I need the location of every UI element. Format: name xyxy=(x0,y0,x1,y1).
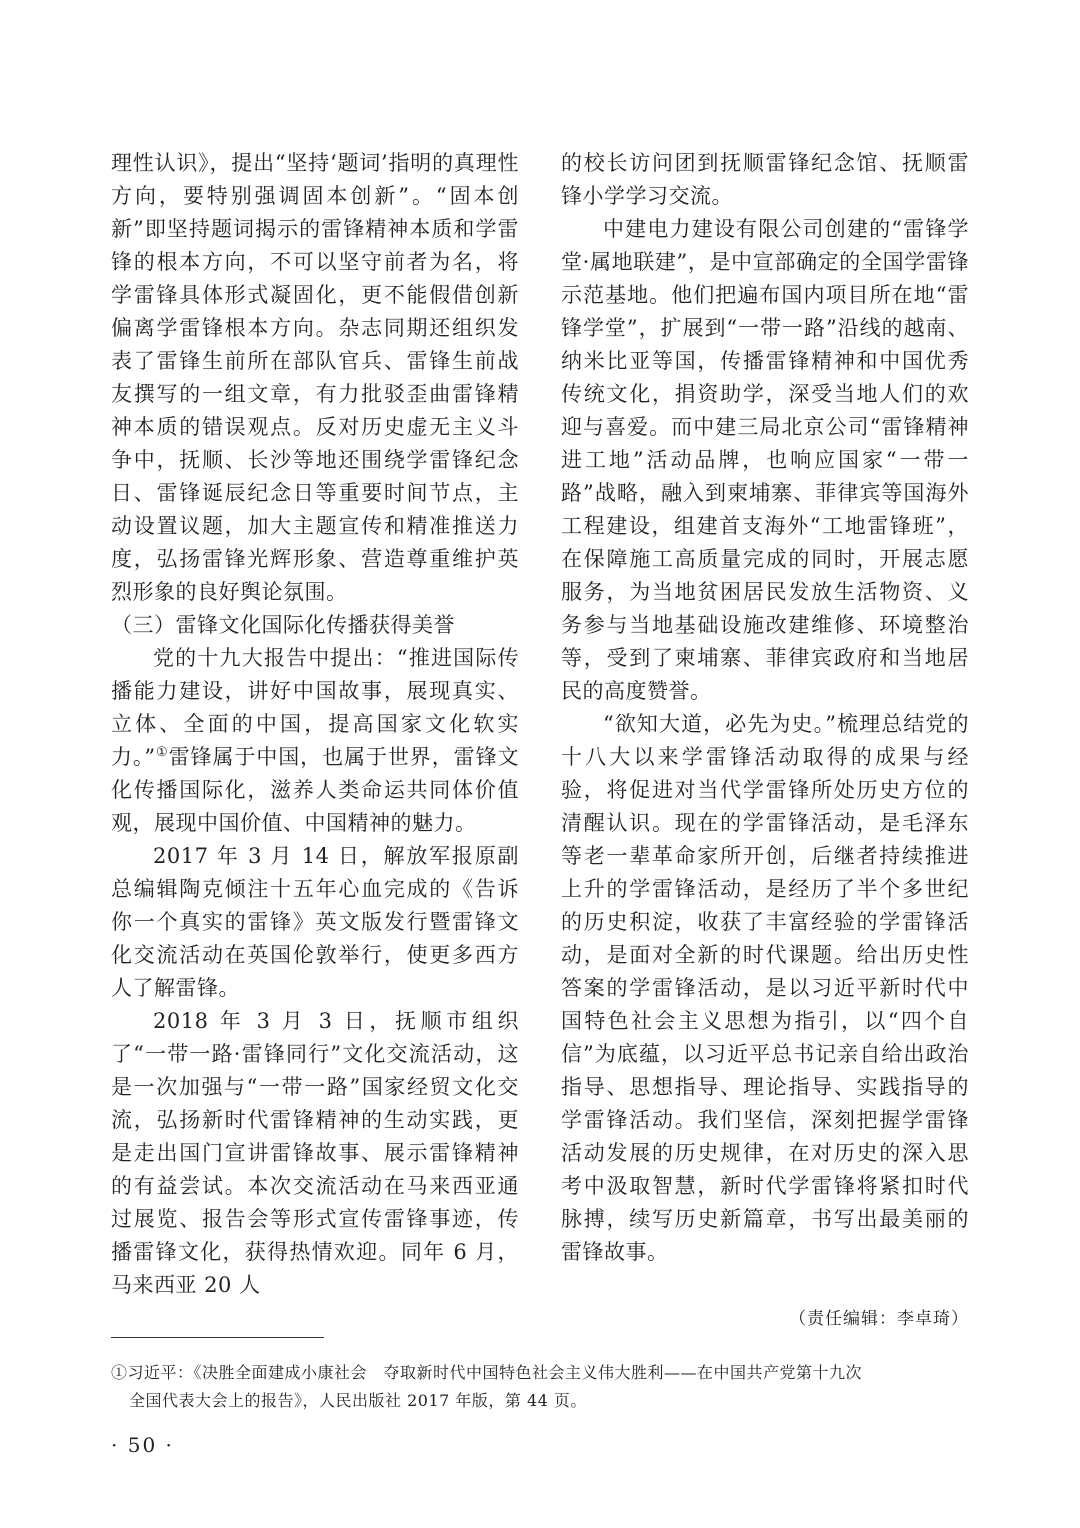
footnote-line: ①习近平：《决胜全面建成小康社会 夺取新时代中国特色社会主义伟大胜利——在中国共产党第十九次 xyxy=(111,1363,863,1382)
footnote xyxy=(111,1359,971,1415)
paragraph-text: 雷锋属于中国，也属于世界，雷锋文化传播国际化，滋养人类命运共同体价值观，展现中国价值、中国精神的魅力。 xyxy=(111,745,519,835)
footnote-line: 全国代表大会上的报告》，人民出版社 2017 年版，第 44 页。 xyxy=(129,1391,587,1410)
paragraph: “欲知大道，必先为史。”梳理总结党的十八大以来学雷锋活动取得的成果与经验，将促进对当代学雷锋所处历史方位的清醒认识。现在的学雷锋活动，是毛泽东等老一辈革命家所开创，后继者持续推进上升的学雷锋活动，是经历了半个多世纪的历史积淀，收获了丰富经验的学雷锋活动，是面对全新的时代课题。给出历史性答案的学雷锋活动，是以习近平新时代中国特色社会主义思想为指引，以“四个自信”为底蕴，以习近平总书记亲自给出政治指导、思想指导、理论指导、实践指导的学雷锋活动。我们坚信，深刻把握学雷锋活动发展的历史规律，在对历史的深入思考中汲取智慧，新时代学雷锋将紧扣时代脉搏，续写历史新篇章，书写出最美丽的雷锋故事。 xyxy=(561,712,969,1264)
paragraph: 2018 年 3 月 3 日，抚顺市组织了“一带一路·雷锋同行”文化交流活动，这是一次加强与“一带一路”国家经贸文化交流，弘扬新时代雷锋精神的生动实践，更是走出国门宣讲雷锋故事、展示雷锋精神的有益尝试。本次交流活动在马来西亚通过展览、报告会等形式宣传雷锋事迹，传播雷锋文化，获得热情欢迎。同年 6 月，马来西亚 20 人 xyxy=(111,1009,519,1297)
footnote-marker[interactable]: ① xyxy=(155,745,169,760)
paragraph: 的校长访问团到抚顺雷锋纪念馆、抚顺雷锋小学学习交流。 xyxy=(561,151,969,208)
paragraph: 2017 年 3 月 14 日，解放军报原副总编辑陶克倾注十五年心血完成的《告诉你一个真实的雷锋》英文版发行暨雷锋文化交流活动在英国伦敦举行，使更多西方人了解雷锋。 xyxy=(111,844,519,1000)
paragraph-text: 党的十九大报告中提出：“推进国际传播能力建设，讲好中国故事，展现真实、立体、全面的中国，提高国家文化软实力。” xyxy=(111,646,519,769)
section-heading: （三）雷锋文化国际化传播获得美誉 xyxy=(111,613,455,637)
page-number: · 50 · xyxy=(111,1433,174,1457)
right-column xyxy=(561,147,969,1336)
responsible-editor: （责任编辑：李卓琦） xyxy=(789,1309,969,1329)
paragraph xyxy=(111,642,519,840)
left-column xyxy=(111,147,519,1302)
paragraph: 理性认识》，提出“坚持‘题词’指明的真理性方向，要特别强调固本创新”。“固本创新”即坚持题词揭示的雷锋精神本质和学雷锋的根本方向，不可以坚守前者为名，将学雷锋具体形式凝固化，更不能假借创新偏离学雷锋根本方向。杂志同期还组织发表了雷锋生前所在部队官兵、雷锋生前战友撰写的一组文章，有力批驳歪曲雷锋精神本质的错误观点。反对历史虚无主义斗争中，抚顺、长沙等地还围绕学雷锋纪念日、雷锋诞辰纪念日等重要时间节点，主动设置议题，加大主题宣传和精准推送力度，弘扬雷锋光辉形象、营造尊重维护英烈形象的良好舆论氛围。 xyxy=(111,151,519,604)
footnote-divider xyxy=(111,1337,324,1338)
paragraph: 中建电力建设有限公司创建的“雷锋学堂·属地联建”，是中宣部确定的全国学雷锋示范基地。他们把遍布国内项目所在地“雷锋学堂”，扩展到“一带一路”沿线的越南、纳米比亚等国，传播雷锋精神和中国优秀传统文化，捐资助学，深受当地人们的欢迎与喜爱。而中建三局北京公司“雷锋精神进工地”活动品牌，也响应国家“一带一路”战略，融入到柬埔寨、菲律宾等国海外工程建设，组建首支海外“工地雷锋班”，在保障施工高质量完成的同时，开展志愿服务，为当地贫困居民发放生活物资、义务参与当地基础设施改建维修、环境整治等，受到了柬埔寨、菲律宾政府和当地居民的高度赞誉。 xyxy=(561,217,969,703)
